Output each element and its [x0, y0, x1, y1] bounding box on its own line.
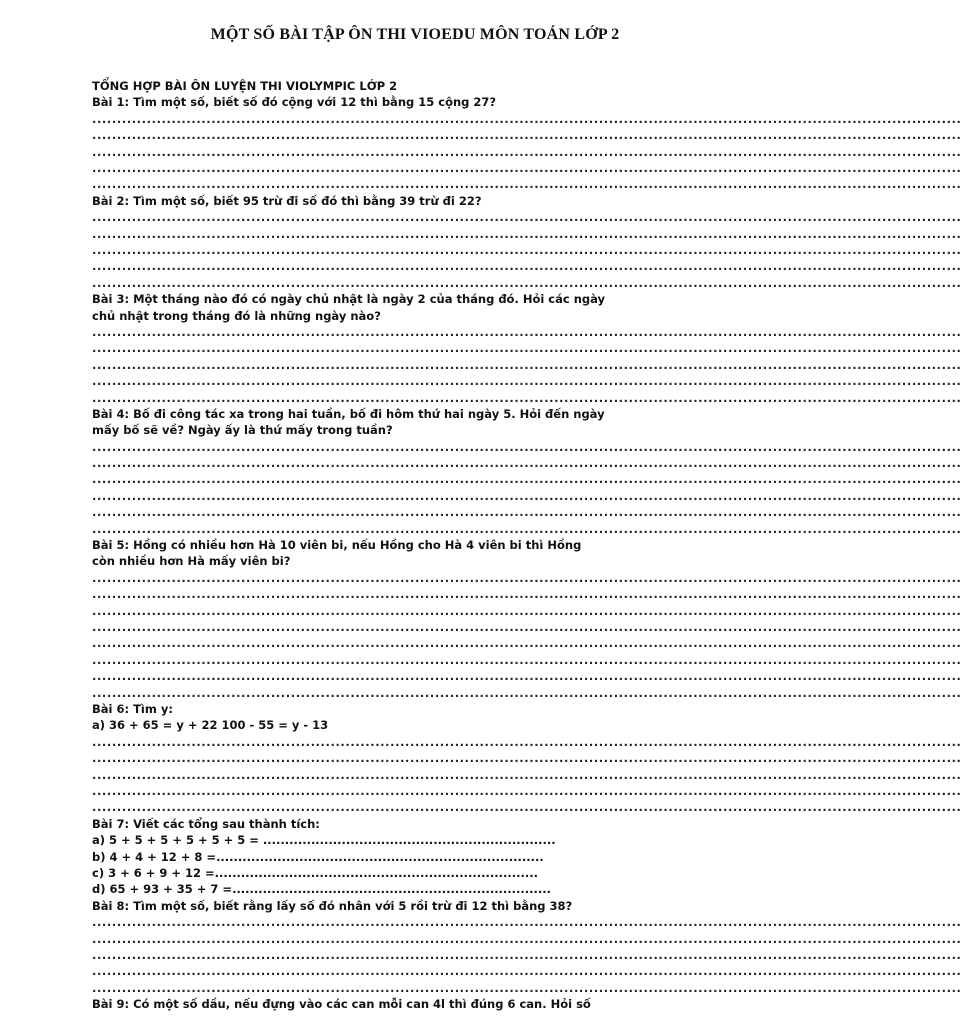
problem-7-item-a: a) 5 + 5 + 5 + 5 + 5 + 5 = ...................................................................	[92, 833, 556, 848]
problem-5-text-line-1: Bài 5: Hồng có nhiều hơn Hà 10 viên bi, nếu Hồng cho Hà 4 viên bi thì Hồng	[92, 538, 582, 553]
answer-line: ...............................................................................................................................................................................	[92, 964, 962, 979]
answer-line: ...............................................................................................................................................................................	[92, 128, 962, 143]
problem-4-text-line-2: mấy bố sẽ về? Ngày ấy là thứ mấy trong tuần?	[92, 423, 393, 438]
problem-3-text-line-1: Bài 3: Một tháng nào đó có ngày chủ nhật là ngày 2 của tháng đó. Hỏi các ngày	[92, 292, 606, 307]
answer-line: ...............................................................................................................................................................................	[92, 767, 962, 782]
answer-line: ...............................................................................................................................................................................	[92, 324, 962, 339]
answer-line: ...............................................................................................................................................................................	[92, 800, 962, 815]
document-body	[92, 78, 962, 1013]
answer-line: ...............................................................................................................................................................................	[92, 931, 962, 946]
answer-line: ...............................................................................................................................................................................	[92, 603, 962, 618]
problem-8-text: Bài 8: Tìm một số, biết rằng lấy số đó nhân với 5 rồi trừ đi 12 thì bằng 38?	[92, 898, 573, 913]
problem-1-text: Bài 1: Tìm một số, biết số đó cộng với 12 thì bằng 15 cộng 27?	[92, 95, 497, 110]
answer-line: ...............................................................................................................................................................................	[92, 915, 962, 930]
subtitle: TỔNG HỢP BÀI ÔN LUYỆN THI VIOLYMPIC LỚP 2	[92, 79, 398, 93]
answer-line: ...............................................................................................................................................................................	[92, 488, 962, 503]
answer-line: ...............................................................................................................................................................................	[92, 636, 962, 651]
answer-line: ...............................................................................................................................................................................	[92, 652, 962, 667]
problem-5-text-line-2: còn nhiều hơn Hà mấy viên bi?	[92, 554, 291, 569]
problem-7-text: Bài 7: Viết các tổng sau thành tích:	[92, 816, 320, 831]
problem-7-item-b: b) 4 + 4 + 12 + 8 =...........................................................................	[92, 849, 544, 864]
problem-6-text-line-1: Bài 6: Tìm y:	[92, 701, 173, 716]
problem-9-text: Bài 9: Có một số dầu, nếu đựng vào các can mỗi can 4l thì đúng 6 can. Hỏi số	[92, 997, 591, 1012]
answer-line: ...............................................................................................................................................................................	[92, 242, 962, 257]
answer-line: ...............................................................................................................................................................................	[92, 390, 962, 405]
answer-line: ...............................................................................................................................................................................	[92, 980, 962, 995]
answer-line: ...............................................................................................................................................................................	[92, 111, 962, 126]
problem-6-text-line-2: a) 36 + 65 = y + 22 100 - 55 = y - 13	[92, 718, 329, 733]
answer-line: ...............................................................................................................................................................................	[92, 259, 962, 274]
answer-line: ...............................................................................................................................................................................	[92, 210, 962, 225]
answer-line: ...............................................................................................................................................................................	[92, 177, 962, 192]
answer-line: ...............................................................................................................................................................................	[92, 341, 962, 356]
answer-line: ...............................................................................................................................................................................	[92, 144, 962, 159]
problem-2-text: Bài 2: Tìm một số, biết 95 trừ đi số đó thì bằng 39 trừ đi 22?	[92, 193, 482, 208]
answer-line: ...............................................................................................................................................................................	[92, 570, 962, 585]
answer-line: ...............................................................................................................................................................................	[92, 521, 962, 536]
answer-line: ...............................................................................................................................................................................	[92, 947, 962, 962]
answer-line: ...............................................................................................................................................................................	[92, 783, 962, 798]
answer-line: ...............................................................................................................................................................................	[92, 456, 962, 471]
problem-7-item-c: c) 3 + 6 + 9 + 12 =..........................................................................	[92, 865, 538, 880]
answer-line: ...............................................................................................................................................................................	[92, 620, 962, 635]
problem-4-text-line-1: Bài 4: Bố đi công tác xa trong hai tuần, bố đi hôm thứ hai ngày 5. Hỏi đến ngày	[92, 406, 605, 421]
answer-line: ...............................................................................................................................................................................	[92, 226, 962, 241]
answer-line: ...............................................................................................................................................................................	[92, 275, 962, 290]
answer-line: ...............................................................................................................................................................................	[92, 669, 962, 684]
answer-line: ...............................................................................................................................................................................	[92, 160, 962, 175]
answer-line: ...............................................................................................................................................................................	[92, 374, 962, 389]
document-title: MỘT SỐ BÀI TẬP ÔN THI VIOEDU MÔN TOÁN LỚP 2	[210, 26, 620, 43]
answer-line: ...............................................................................................................................................................................	[92, 734, 962, 749]
problem-7-item-d: d) 65 + 93 + 35 + 7 =.........................................................................	[92, 882, 551, 897]
answer-line: ...............................................................................................................................................................................	[92, 685, 962, 700]
answer-line: ...............................................................................................................................................................................	[92, 357, 962, 372]
answer-line: ...............................................................................................................................................................................	[92, 472, 962, 487]
answer-line: ...............................................................................................................................................................................	[92, 439, 962, 454]
answer-line: ...............................................................................................................................................................................	[92, 587, 962, 602]
answer-line: ...............................................................................................................................................................................	[92, 505, 962, 520]
answer-line: ...............................................................................................................................................................................	[92, 751, 962, 766]
problem-3-text-line-2: chủ nhật trong tháng đó là những ngày nào?	[92, 308, 381, 323]
